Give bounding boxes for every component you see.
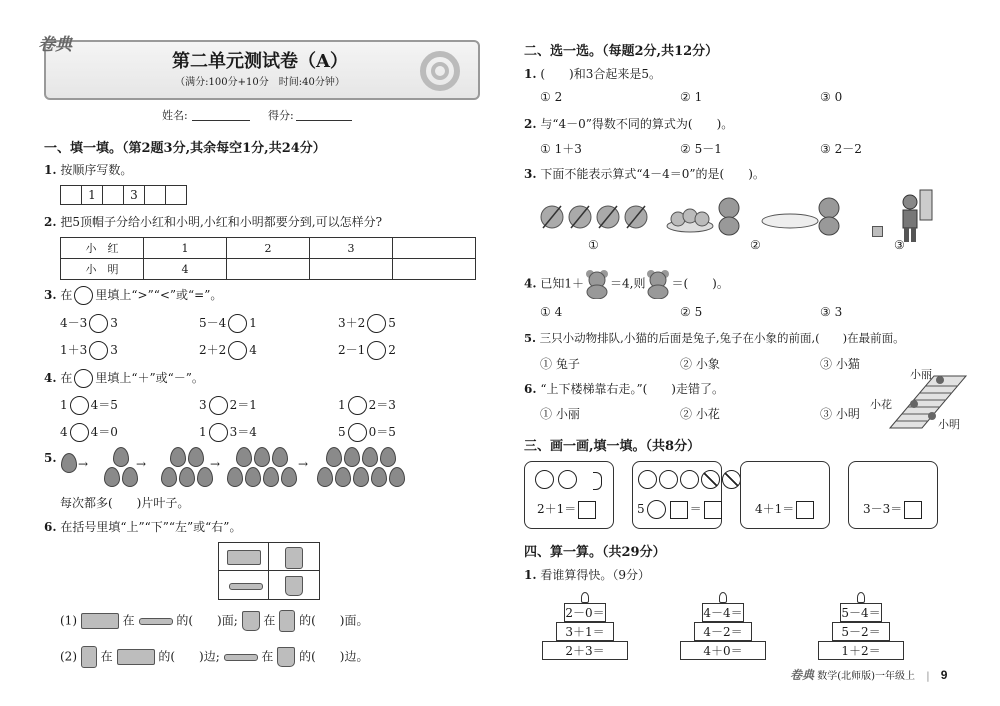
crossed-circle-icon <box>701 470 720 489</box>
s2-q4 <box>524 269 729 299</box>
s2-q2 <box>524 115 733 132</box>
option[interactable]: ① 小丽 <box>540 407 580 421</box>
expr-right: 3 <box>110 343 118 357</box>
empty-plate-icon <box>760 212 820 233</box>
expr-left: 5－4 <box>199 316 227 330</box>
sub-num: (2) <box>60 649 77 664</box>
circle-icon <box>558 470 577 489</box>
leaf-sequence <box>60 447 470 487</box>
monkey-icon <box>714 196 744 239</box>
q-text: “上下楼梯靠右走。”( )走错了。 <box>540 382 724 396</box>
option[interactable]: ② 小象 <box>680 357 720 371</box>
arrow-icon: → <box>298 457 309 471</box>
answer-box[interactable] <box>578 501 596 519</box>
q-text-pre: 在 <box>60 288 73 302</box>
cake-layer[interactable]: 3＋1＝ <box>557 623 614 641</box>
leaf-icon <box>61 453 77 473</box>
s2-q5 <box>524 330 905 346</box>
section3-heading: 三、画一画,填一填。（共8分） <box>524 439 701 454</box>
cake-layer[interactable]: 2－0＝ <box>565 604 606 622</box>
position-line-2 <box>60 646 368 668</box>
answer-circle[interactable] <box>89 314 108 333</box>
stair-label-left: 小花 <box>870 398 892 411</box>
score-line[interactable] <box>296 120 352 121</box>
line-text: 在 <box>100 649 113 664</box>
crossed-leaves-icon <box>538 202 658 235</box>
expr-right: 4 <box>249 343 257 357</box>
cake-layer[interactable]: 4－4＝ <box>703 604 744 622</box>
footer-separator: | <box>926 671 930 682</box>
q-text: ( )和3合起来是5。 <box>540 67 661 81</box>
leaf-icon <box>317 467 333 487</box>
leaf-icon <box>353 467 369 487</box>
circle-icon <box>659 470 678 489</box>
leaf-icon <box>380 447 396 467</box>
option[interactable]: ① 1＋3 <box>540 142 582 156</box>
leaf-icon <box>161 467 177 487</box>
section4-heading: 四、算一算。（共29分） <box>524 545 666 560</box>
leaf-icon <box>179 467 195 487</box>
stair-label-top: 小丽 <box>910 368 932 381</box>
q-text-post: 里填上“>”“<”或“=”。 <box>95 288 223 302</box>
s1-q4 <box>44 369 204 388</box>
cake-tower <box>816 592 906 660</box>
name-line[interactable] <box>192 120 250 121</box>
seq-cell[interactable] <box>61 186 82 205</box>
q-number: 5. <box>44 451 57 465</box>
cake-layer[interactable]: 1＋2＝ <box>819 642 904 660</box>
circle-icon <box>638 470 657 489</box>
candle-icon <box>719 592 727 603</box>
q-number: 3. <box>44 288 57 302</box>
eq-text: 2＋1＝ <box>537 502 577 516</box>
q-text-post: 里填上“＋”或“－”。 <box>95 371 204 385</box>
q-text: 三只小动物排队,小猫的后面是兔子,兔子在小象的前面,( )在最前面。 <box>539 331 905 345</box>
expr-right: 3 <box>110 316 118 330</box>
leaf-icon <box>362 447 378 467</box>
leaf-icon <box>236 447 252 467</box>
q-number: 4. <box>524 276 537 291</box>
brand-logo: 卷典 <box>38 35 72 55</box>
seq-cell: 3 <box>124 186 145 205</box>
leaf-icon <box>389 467 405 487</box>
teddy-bear-icon <box>584 269 610 299</box>
expr-left: 2＋2 <box>199 343 227 357</box>
score-label: 得分: <box>268 109 294 122</box>
leaf-question-text: 每次都多( )片叶子。 <box>60 496 190 510</box>
page-subtitle: （满分:100分+10分 时间:40分钟） <box>175 77 345 88</box>
sign-item <box>338 423 396 442</box>
expr-left: 3＋2 <box>338 316 366 330</box>
stairs-illustration <box>870 366 970 430</box>
crossed-circle-icon <box>722 470 741 489</box>
expr-left: 4 <box>60 425 68 439</box>
eq-text: 3－3＝ <box>863 502 903 516</box>
table-row <box>61 238 476 259</box>
expr-left: 1 <box>338 398 346 412</box>
leaf-icon <box>254 447 270 467</box>
expr-right: 2＝3 <box>368 398 396 412</box>
option[interactable]: ① 兔子 <box>540 357 580 371</box>
option[interactable]: ③ 小明 <box>820 407 860 421</box>
stair-label-right: 小明 <box>938 418 960 431</box>
expr-left: 2－1 <box>338 343 366 357</box>
expr-left: 5 <box>338 425 346 439</box>
row-header: 小 红 <box>61 238 144 259</box>
s1-q1 <box>44 161 132 178</box>
cake-layer[interactable]: 4－2＝ <box>695 623 752 641</box>
table-row <box>61 259 476 280</box>
option[interactable]: ① 2 <box>540 90 563 104</box>
option-marker: ② <box>750 238 761 252</box>
answer-circle[interactable] <box>70 396 89 415</box>
sign-item <box>338 396 396 415</box>
candle-icon <box>581 592 589 603</box>
option-marker: ③ <box>894 238 905 252</box>
compare-item <box>338 341 396 360</box>
expr-right: 2＝1 <box>229 398 257 412</box>
section2-heading: 二、选一选。（每题2分,共12分） <box>524 44 719 59</box>
candle-icon <box>857 592 865 603</box>
leaf-icon <box>104 467 120 487</box>
cake-layer[interactable]: 5－4＝ <box>841 604 882 622</box>
blank-circle-icon <box>74 286 93 305</box>
page-title: 第二单元测试卷（A） <box>172 51 348 72</box>
answer-circle[interactable] <box>70 423 89 442</box>
answer-circle[interactable] <box>348 423 367 442</box>
s1-q6 <box>44 518 241 535</box>
q-text: 看谁算得快。（9分） <box>540 568 650 582</box>
leaf-icon <box>371 467 387 487</box>
compare-item <box>60 314 118 333</box>
table-cell[interactable] <box>227 259 310 280</box>
q-text-pre: 在 <box>60 371 73 385</box>
q-text-mid: ＝4,则 <box>610 276 646 291</box>
monkey-icon <box>814 196 844 239</box>
name-label: 姓名: <box>162 109 188 122</box>
line-text: 的( )边。 <box>299 649 369 664</box>
expr-right: 0＝5 <box>368 425 396 439</box>
option[interactable]: ② 1 <box>680 90 703 104</box>
option[interactable]: ③ 0 <box>820 90 843 104</box>
option[interactable]: ② 小花 <box>680 407 720 421</box>
leaf-icon <box>272 447 288 467</box>
line-text: 的( )边; <box>158 649 220 664</box>
sign-item <box>199 396 257 415</box>
q-number: 1. <box>44 163 57 177</box>
sign-item <box>60 396 118 415</box>
cup-icon <box>242 611 260 631</box>
leaf-icon <box>326 447 342 467</box>
expr-left: 1＋3 <box>60 343 88 357</box>
expr-right: 4＝5 <box>90 398 118 412</box>
s2-q1 <box>524 65 661 82</box>
section1-heading: 一、填一填。（第2题3分,其余每空1分,共24分） <box>44 141 326 156</box>
position-line-1 <box>60 610 368 632</box>
circle-icon <box>680 470 699 489</box>
sign-item <box>60 423 118 442</box>
expr-left: 3 <box>199 398 207 412</box>
s1-q3 <box>44 286 222 305</box>
table-cell: 4 <box>144 259 227 280</box>
answer-box[interactable] <box>796 501 814 519</box>
leaf-group <box>60 453 78 473</box>
page-number: 9 <box>940 668 948 682</box>
q-text: 下面不能表示算式“4－4＝0”的是( )。 <box>540 167 765 181</box>
compare-item <box>199 341 257 360</box>
expr-right: 2 <box>388 343 396 357</box>
line-text: 在 <box>261 649 274 664</box>
footer-text: 数学(北师版)一年级上 <box>817 671 916 682</box>
draw-box[interactable] <box>848 461 938 529</box>
line-text: 在 <box>263 613 276 628</box>
q-number: 6. <box>524 382 537 396</box>
leaf-group <box>226 447 298 487</box>
leaf-icon <box>188 447 204 467</box>
eq-text: 4＋1＝ <box>755 502 795 516</box>
seq-cell[interactable] <box>145 186 166 205</box>
leaf-group <box>316 447 406 487</box>
seq-cell: 1 <box>82 186 103 205</box>
cup-icon <box>285 576 303 596</box>
q-number: 5. <box>524 331 537 345</box>
answer-circle[interactable] <box>209 396 228 415</box>
sub-num: (1) <box>60 613 77 628</box>
draw-box <box>524 461 614 529</box>
expr-right: 3＝4 <box>229 425 257 439</box>
line-text: 在 <box>122 613 135 628</box>
answer-circle[interactable] <box>228 314 247 333</box>
q-text-pre: 已知1＋ <box>540 276 584 291</box>
answer-box[interactable] <box>670 501 688 519</box>
option[interactable]: ① 4 <box>540 305 563 319</box>
expr-right: 1 <box>249 316 257 330</box>
leaf-icon <box>227 467 243 487</box>
cake-layer[interactable]: 4＋0＝ <box>681 642 766 660</box>
answer-box[interactable] <box>904 501 922 519</box>
s2-q6 <box>524 380 724 397</box>
q-text: 在括号里填“上”“下”“左”或“右”。 <box>60 520 242 534</box>
leaf-icon <box>344 447 360 467</box>
answer-box[interactable] <box>704 501 722 519</box>
table-cell: 3 <box>310 238 393 259</box>
table-cell: 2 <box>227 238 310 259</box>
q-text: 把5顶帽子分给小红和小明,小红和小明都要分到,可以怎样分? <box>60 215 383 229</box>
expr-right: 4＝0 <box>90 425 118 439</box>
table-cell: 1 <box>144 238 227 259</box>
expr-left: 1 <box>199 425 207 439</box>
q-text: 按顺序写数。 <box>60 163 133 177</box>
expr-right: 5 <box>388 316 396 330</box>
answer-circle[interactable] <box>647 500 666 519</box>
answer-circle[interactable] <box>367 341 386 360</box>
q-number: 1. <box>524 67 537 81</box>
teddy-bear-icon <box>645 269 671 299</box>
compare-item <box>60 341 118 360</box>
leaf-icon <box>335 467 351 487</box>
sharpener-icon <box>285 547 303 569</box>
hat-distribution-table <box>60 237 476 280</box>
option-marker: ① <box>588 238 599 252</box>
spoon-icon <box>224 654 258 661</box>
option[interactable]: ② 5 <box>680 305 703 319</box>
answer-circle[interactable] <box>209 423 228 442</box>
q-number: 2. <box>44 215 57 229</box>
cake-tower <box>540 592 630 660</box>
option[interactable]: ③ 小猫 <box>820 357 860 371</box>
sign-item <box>199 423 257 442</box>
answer-circle[interactable] <box>89 341 108 360</box>
s4-q1 <box>524 566 650 583</box>
answer-circle[interactable] <box>228 341 247 360</box>
leaf-icon <box>263 467 279 487</box>
q-number: 6. <box>44 520 57 534</box>
line-text: 的( )面。 <box>299 613 369 628</box>
pencil-box-icon <box>227 550 261 565</box>
draw-box[interactable] <box>740 461 830 529</box>
q3-pictures <box>538 188 968 258</box>
compare-item <box>338 314 396 333</box>
seq-cell[interactable] <box>103 186 124 205</box>
line-text: 的( )面; <box>176 613 238 628</box>
row-header: 小 明 <box>61 259 144 280</box>
peach-plate-icon <box>666 204 714 237</box>
expr-left: 4－3 <box>60 316 88 330</box>
option[interactable]: ② 5－1 <box>680 142 722 156</box>
s2-q3 <box>524 165 765 182</box>
footer-brand-logo: 卷典 <box>790 668 815 682</box>
seq-cell[interactable] <box>166 186 187 205</box>
leaf-icon <box>170 447 186 467</box>
pencil-box-icon <box>81 613 119 629</box>
footer <box>790 666 947 683</box>
q-number: 4. <box>44 371 57 385</box>
circle-icon <box>535 470 554 489</box>
pencil-box-icon <box>117 649 155 665</box>
cake-layer[interactable]: 2＋3＝ <box>543 642 628 660</box>
q-number: 1. <box>524 568 537 582</box>
table-cell[interactable] <box>310 259 393 280</box>
option[interactable]: ③ 3 <box>820 305 843 319</box>
q-number: 3. <box>524 167 537 181</box>
expr-left: 1 <box>60 398 68 412</box>
position-grid <box>218 542 320 600</box>
cup-icon <box>277 647 295 667</box>
sharpener-icon <box>81 646 97 668</box>
answer-circle[interactable] <box>367 314 386 333</box>
arrow-icon: → <box>210 457 221 471</box>
compare-item <box>199 314 257 333</box>
cake-layer[interactable]: 5－2＝ <box>833 623 890 641</box>
spoon-icon <box>139 618 173 625</box>
eq-text: 5 <box>637 502 645 516</box>
s1-q2 <box>44 213 382 230</box>
close-bracket-icon <box>593 472 602 490</box>
leaf-icon <box>113 447 129 467</box>
table-cell[interactable] <box>393 238 476 259</box>
draw-box: 5 ＝ <box>632 461 722 529</box>
cake-tower <box>678 592 768 660</box>
leaf-icon <box>245 467 261 487</box>
arrow-icon: → <box>136 457 147 471</box>
q-number: 2. <box>524 117 537 131</box>
spoon-icon <box>229 583 263 590</box>
leaf-icon <box>281 467 297 487</box>
table-cell[interactable] <box>393 259 476 280</box>
blank-circle-icon <box>74 369 93 388</box>
number-sequence-grid <box>60 185 187 205</box>
option[interactable]: ③ 2－2 <box>820 142 862 156</box>
answer-circle[interactable] <box>348 396 367 415</box>
q-text: 与“4－0”得数不同的算式为( )。 <box>540 117 734 131</box>
block-icon <box>872 226 883 237</box>
q-text-post: ＝( )。 <box>671 276 729 291</box>
sharpener-icon <box>279 610 295 632</box>
arrow-icon: → <box>78 457 89 471</box>
